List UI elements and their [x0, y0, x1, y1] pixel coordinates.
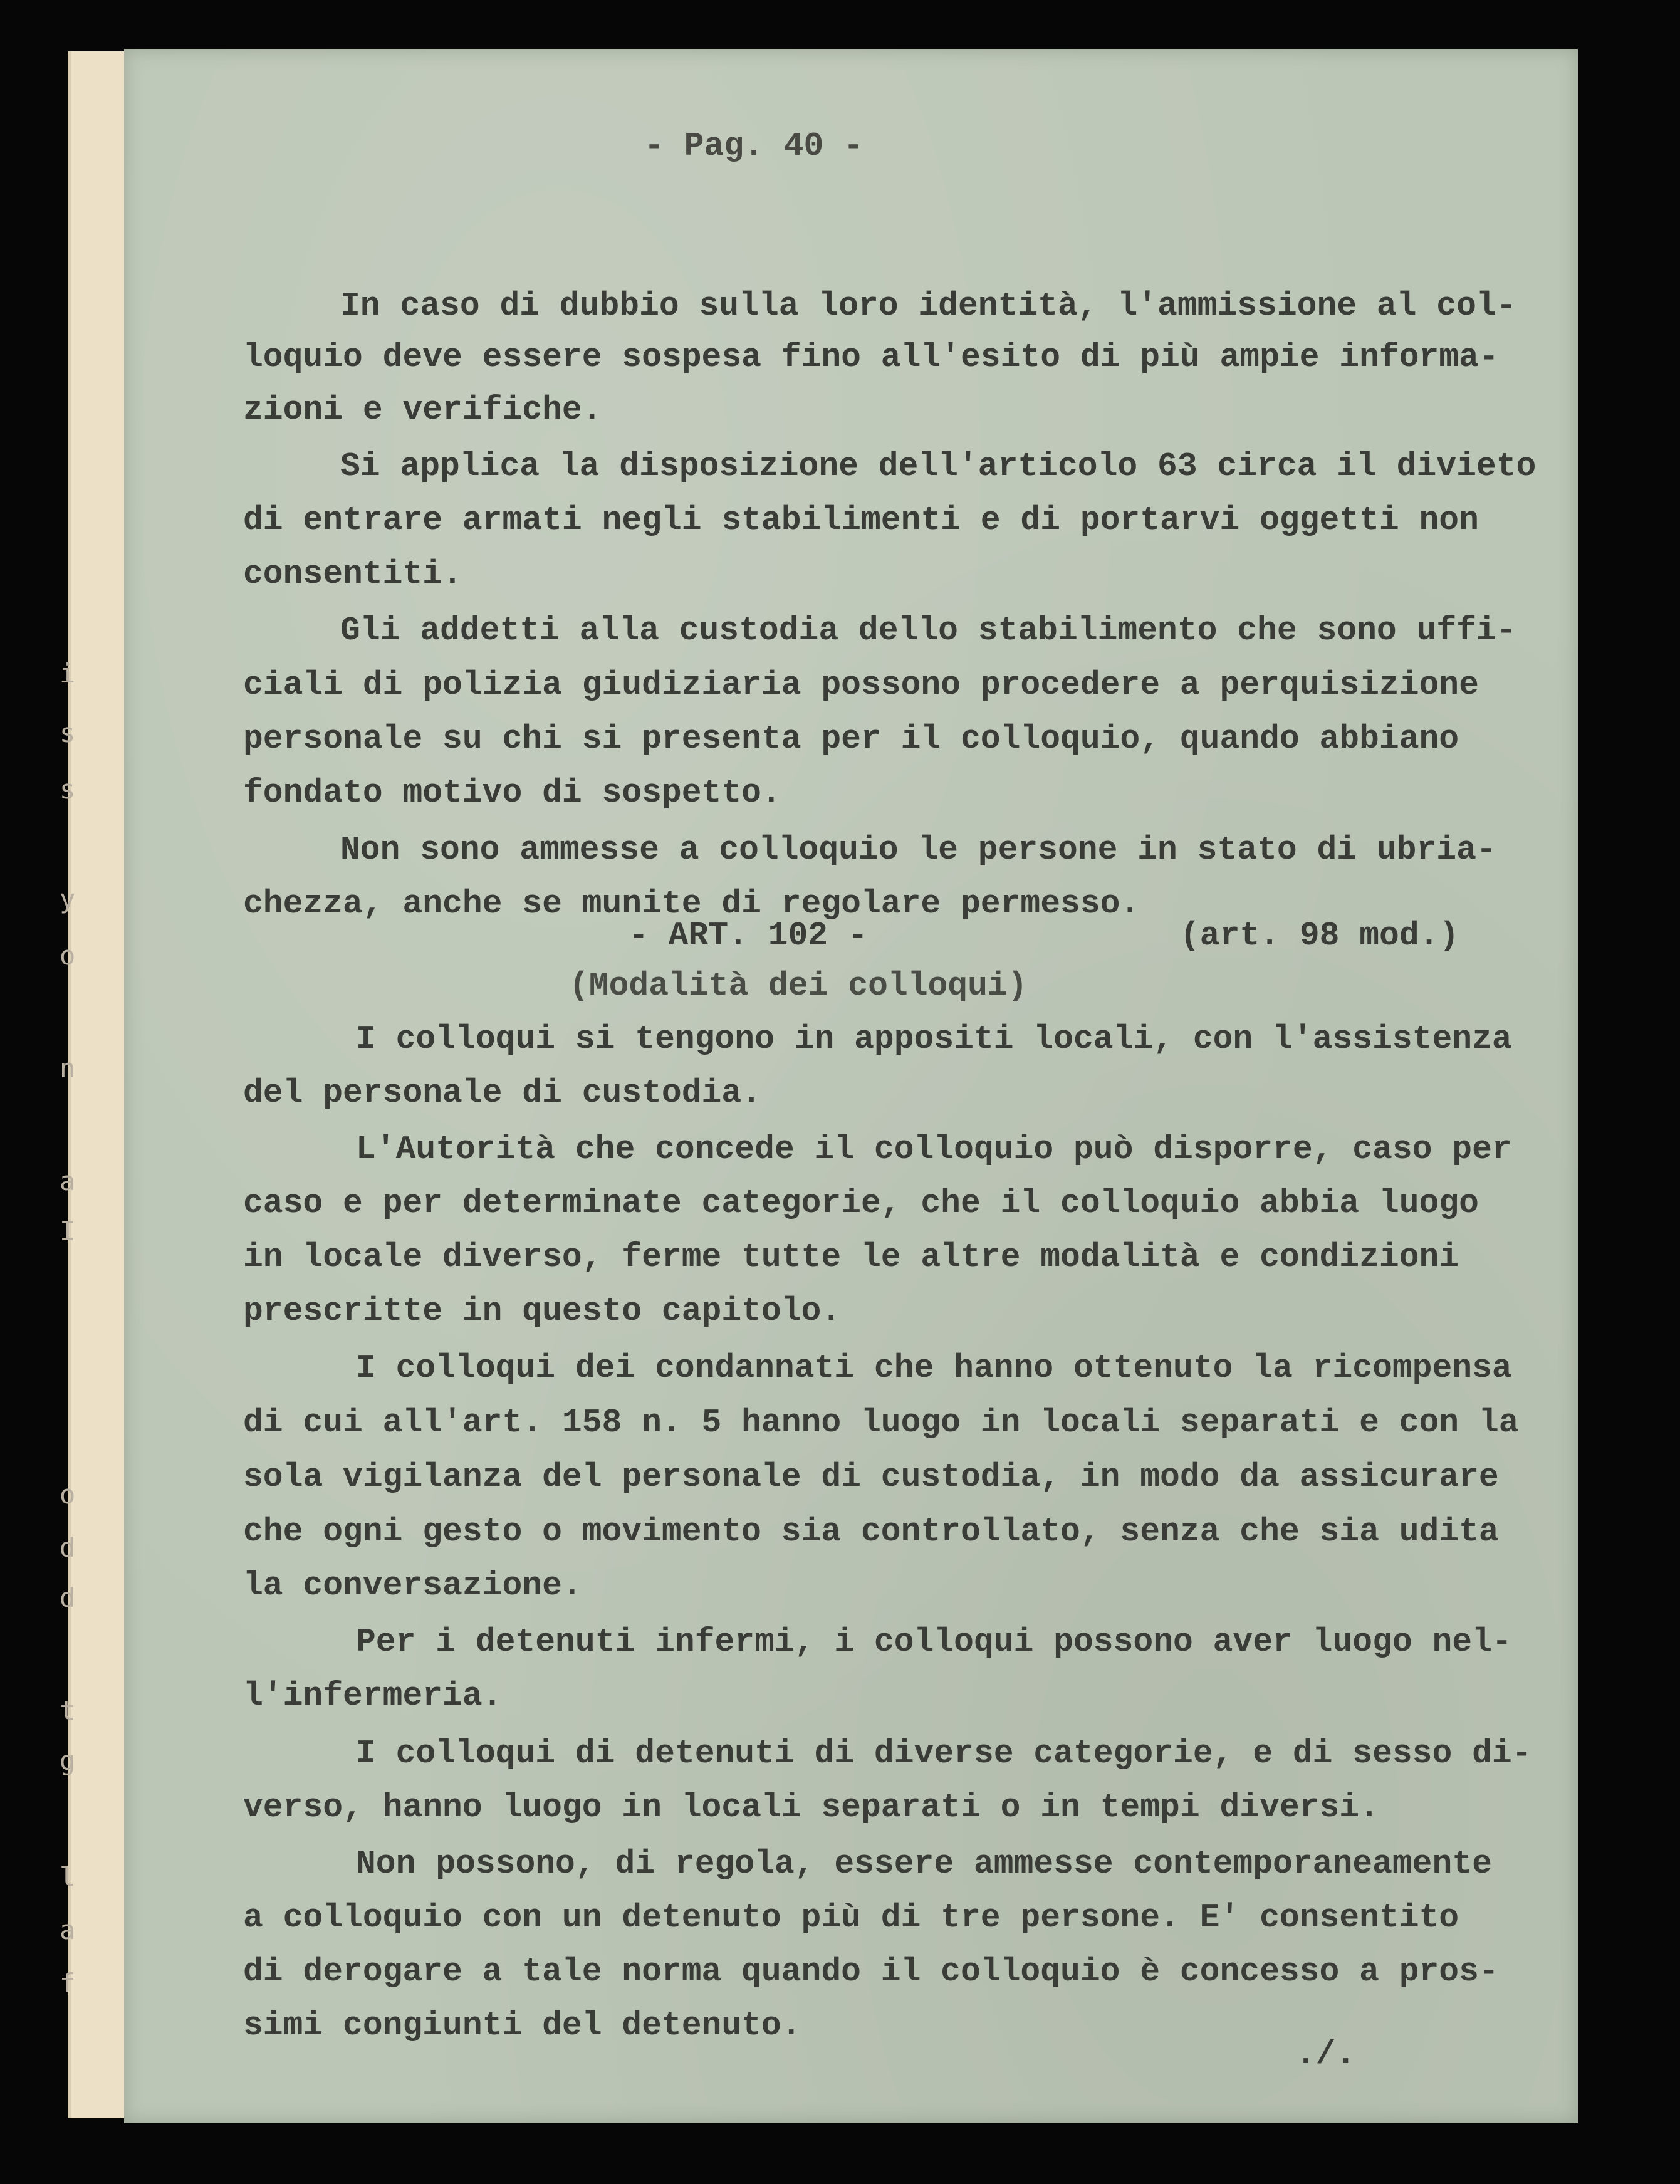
text-line: sola vigilanza del personale di custodia, in modo da assicurare	[243, 1458, 1499, 1496]
bleed-letter: s	[60, 718, 76, 748]
bleed-letter: s	[60, 774, 76, 805]
text-line: del personale di custodia.	[243, 1074, 761, 1112]
bleed-letter: i	[60, 658, 76, 689]
text-line: L'Autorità che concede il colloquio può disporre, caso per	[356, 1131, 1512, 1168]
text-line: Gli addetti alla custodia dello stabilimento che sono uffi-	[340, 612, 1516, 649]
text-line: I colloqui dei condannati che hanno ottenuto la ricompensa	[356, 1349, 1512, 1387]
text-line: I colloqui di detenuti di diverse categorie, e di sesso di-	[356, 1735, 1532, 1772]
text-line: a colloquio con un detenuto più di tre persone. E' consentito	[243, 1899, 1459, 1936]
bleed-letter: y	[60, 884, 76, 914]
bleed-letter: f	[60, 1968, 76, 1999]
text-line: In caso di dubbio sulla loro identità, l'ammissione al col-	[340, 287, 1516, 325]
text-line: simi congiunti del detenuto.	[243, 2007, 801, 2044]
bleed-letter: I	[60, 1216, 76, 1246]
bleed-letter: a	[60, 1915, 76, 1945]
text-line: fondato motivo di sospetto.	[243, 774, 781, 812]
text-line: personale su chi si presenta per il colloquio, quando abbiano	[243, 720, 1459, 758]
text-line: caso e per determinate categorie, che il colloquio abbia luogo	[243, 1184, 1479, 1222]
text-line: l'infermeria.	[243, 1677, 503, 1715]
page-number: - Pag. 40 -	[644, 127, 863, 165]
text-line: Per i detenuti infermi, i colloqui possono aver luogo nel-	[356, 1623, 1512, 1661]
text-line: ciali di polizia giudiziaria possono procedere a perquisizione	[243, 666, 1479, 704]
underlying-page-edge	[68, 51, 71, 2118]
bleed-letter: o	[60, 1479, 76, 1510]
text-line: prescritte in questo capitolo.	[243, 1292, 842, 1330]
text-line: Si applica la disposizione dell'articolo 63 circa il divieto	[340, 447, 1537, 485]
continuation-mark: ./.	[1296, 2035, 1356, 2073]
text-line: I colloqui si tengono in appositi locali, con l'assistenza	[356, 1020, 1512, 1058]
underlying-page-strip	[68, 51, 127, 2118]
text-line: di cui all'art. 158 n. 5 hanno luogo in locali separati e con la	[243, 1404, 1519, 1441]
bleed-letter: l	[60, 1861, 76, 1892]
text-line: di derogare a tale norma quando il colloquio è concesso a pros-	[243, 1953, 1499, 1990]
text-line: loquio deve essere sospesa fino all'esito di più ampie informa-	[243, 338, 1499, 376]
bleed-letter: d	[60, 1532, 76, 1563]
text-line: di entrare armati negli stabilimenti e di portarvi oggetti non	[243, 501, 1479, 539]
text-line: chezza, anche se munite di regolare permesso.	[243, 885, 1140, 922]
typed-page	[124, 49, 1578, 2123]
text-line: che ogni gesto o movimento sia controllato, senza che sia udita	[243, 1513, 1499, 1550]
bleed-letter: n	[60, 1053, 76, 1084]
article-title: (Modalità dei colloqui)	[569, 967, 1028, 1005]
bleed-letter: d	[60, 1582, 76, 1613]
text-line: la conversazione.	[243, 1567, 582, 1604]
bleed-letter: a	[60, 1166, 76, 1196]
article-heading: - ART. 102 -	[629, 917, 868, 954]
text-line: zioni e verifiche.	[243, 391, 602, 429]
bleed-letter: t	[60, 1695, 76, 1726]
text-line: Non sono ammesse a colloquio le persone in stato di ubria-	[340, 831, 1496, 869]
article-reference: (art. 98 mod.)	[1180, 917, 1459, 954]
text-line: consentiti.	[243, 555, 462, 593]
text-line: in locale diverso, ferme tutte le altre modalità e condizioni	[243, 1238, 1459, 1276]
bleed-letter: o	[60, 940, 76, 971]
text-line: Non possono, di regola, essere ammesse contemporaneamente	[356, 1845, 1492, 1883]
bleed-letter: g	[60, 1745, 76, 1776]
text-line: verso, hanno luogo in locali separati o in tempi diversi.	[243, 1789, 1379, 1826]
